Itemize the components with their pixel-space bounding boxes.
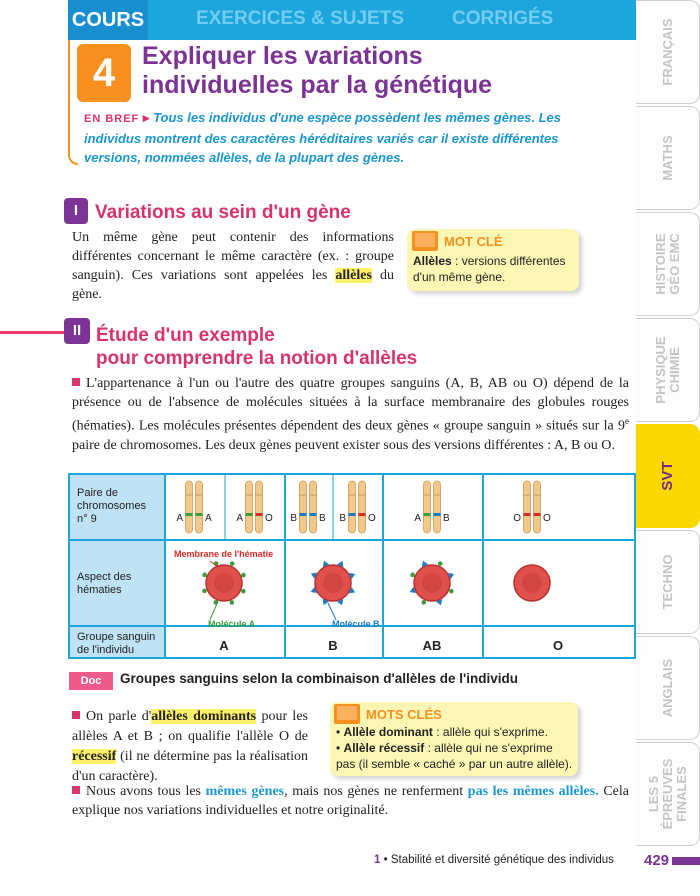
- tab-corriges[interactable]: CORRIGÉS: [452, 8, 554, 29]
- figure-drawing: [70, 475, 634, 657]
- chromosome: [434, 481, 441, 533]
- blood-group-b: B: [328, 638, 338, 653]
- allele-band: [196, 513, 203, 516]
- molecule-a: [202, 573, 207, 578]
- subject-sidebar: [636, 0, 700, 896]
- allele-band: [186, 513, 193, 516]
- chromosome: [256, 481, 263, 533]
- chromosome: [349, 481, 356, 533]
- blood-group-ab: AB: [422, 638, 442, 653]
- allele-band: [349, 513, 356, 516]
- conclusion-paragraph: Nous avons tous les mêmes gènes, mais nos gènes ne renferment pas les mêmes allèles. Cela explique nos variations individuelles et notre originalité.: [72, 784, 629, 818]
- allele-label: B: [443, 513, 450, 524]
- bullet: [72, 711, 80, 719]
- annotation-molecule-a: Molécule A: [208, 619, 256, 629]
- chromosome: [310, 481, 317, 533]
- leader-line: [328, 603, 336, 620]
- keyword-item: • Allèle dominant : allèle qui s'exprime.: [336, 725, 548, 739]
- keyword-definition: Allèles : versions différentes d'un même gène.: [413, 254, 566, 284]
- sidebar-tab-maths[interactable]: MATHS: [636, 106, 700, 210]
- molecule-a: [230, 600, 235, 605]
- emphasis-memes-alleles: pas les mêmes allèles.: [467, 784, 599, 799]
- dominant-recessive-paragraph: On parle d'allèles dominants pour les allèles A et B ; on qualifie l'allèle O de récessif (il ne détermine pas la réalisation d'un caractère).: [72, 709, 308, 784]
- allele-band: [256, 513, 263, 516]
- row-label-groupe: Groupe sanguin de l'individu: [77, 631, 156, 656]
- keyword-list: [336, 724, 574, 772]
- sidebar-tab-anglais[interactable]: ANGLAIS: [636, 636, 700, 740]
- molecule-a: [449, 589, 454, 594]
- molecule-a: [410, 573, 415, 578]
- allele-label: A: [236, 513, 243, 524]
- section-2-title: Étude d'un exemple pour comprendre la notion d'allèles: [96, 325, 418, 369]
- chapter-number: 4: [77, 44, 131, 102]
- allele-label: A: [176, 513, 183, 524]
- molecule-a: [241, 589, 246, 594]
- section-1-title: Variations au sein d'un gène: [95, 202, 351, 223]
- highlight-alleles: allèles: [335, 268, 372, 283]
- section-2-badge: II: [64, 318, 90, 344]
- bullet: [72, 786, 80, 794]
- allele-band: [524, 513, 531, 516]
- sidebar-tab-physique-chimie[interactable]: PHYSIQUE CHIMIE: [636, 318, 700, 422]
- chapter-title: Expliquer les variations individuelles par la génétique: [142, 42, 493, 99]
- sidebar-tab-epreuves-finales[interactable]: LES 5 ÉPREUVES FINALES: [636, 742, 700, 846]
- leader-line: [210, 601, 218, 620]
- allele-band: [534, 513, 541, 516]
- allele-label: O: [543, 513, 551, 524]
- section-2-paragraph: L'appartenance à l'un ou l'autre des quatre groupes sanguins (A, B, AB ou O) dépend de la présence ou de l'absence de molécules situées à la surface membranaire des globules rouges (hématies). Les molécules présentes dépendent des deux gènes « groupe sanguin » situés sur la 9e paire de chromosomes. Les deux gènes peuvent exister sous des versions différentes : A, B ou O.: [72, 376, 629, 453]
- row-label-chromosomes: Paire de chromosomes n° 9: [77, 487, 147, 525]
- allele-band: [359, 513, 366, 516]
- allele-label: O: [368, 513, 376, 524]
- cell-center: [323, 573, 343, 593]
- allele-label: B: [290, 513, 297, 524]
- chromosome: [534, 481, 541, 533]
- doc-caption: Groupes sanguins selon la combinaison d'allèles de l'individu: [120, 671, 519, 686]
- allele-band: [246, 513, 253, 516]
- allele-label: O: [513, 513, 521, 524]
- book-icon: [334, 704, 360, 724]
- tab-cours[interactable]: COURS: [68, 0, 148, 40]
- footer-chapter: 1 • Stabilité et diversité génétique des individus: [374, 854, 614, 866]
- section-1-badge: I: [64, 198, 88, 224]
- allele-band: [434, 513, 441, 516]
- row-label-hematies: Aspect des hématies: [77, 571, 132, 596]
- keyword-title: MOTS CLÉS: [366, 707, 442, 722]
- sidebar-tab-histoire-geo[interactable]: HISTOIRE GÉO EMC: [636, 212, 700, 316]
- book-icon: [412, 231, 438, 251]
- annotation-membrane: Membrane de l'hématie: [174, 549, 274, 559]
- tab-exercices-sujets[interactable]: EXERCICES & SUJETS: [196, 8, 404, 29]
- en-bref: [84, 108, 584, 167]
- blood-group-o: O: [552, 638, 564, 653]
- sidebar-tab-francais[interactable]: FRANÇAIS: [636, 0, 700, 104]
- cell-center: [522, 573, 542, 593]
- molecule-a: [422, 600, 427, 605]
- arrow-right-icon: ▸: [142, 110, 150, 125]
- blood-group-figure: [68, 473, 636, 659]
- page-bar: [672, 857, 700, 865]
- chromosome: [424, 481, 431, 533]
- en-bref-text: Tous les individus d'une espèce possèdent les mêmes gènes. Les individus montrent des caractères héréditaires variés car il existe différentes versions, nommées allèles, de la plupart des gènes.: [84, 110, 561, 165]
- allele-label: O: [265, 513, 273, 524]
- sidebar-tab-techno[interactable]: TECHNO: [636, 530, 700, 634]
- chromosome: [300, 481, 307, 533]
- chromosome: [524, 481, 531, 533]
- highlight-dominants: allèles dominants: [151, 709, 257, 724]
- blood-group-a: A: [219, 638, 229, 653]
- allele-band: [310, 513, 317, 516]
- molecule-a: [438, 561, 443, 566]
- bullet: [72, 378, 80, 386]
- keyword-item: • Allèle récessif : allèle qui ne s'exprime pas (il semble « caché » par un autre allèle).: [336, 741, 573, 771]
- doc-tag: Doc: [69, 672, 113, 690]
- molecule-a: [202, 589, 207, 594]
- page-number: 429: [644, 852, 670, 869]
- allele-label: B: [319, 513, 326, 524]
- sidebar-tab-svt[interactable]: SVT: [636, 424, 700, 528]
- allele-band: [300, 513, 307, 516]
- section-1-paragraph: Un même gène peut contenir des informations différentes concernant le même caractère (ex. : groupe sanguin). Ces variations sont appelées les allèles du gène.: [72, 230, 394, 302]
- emphasis-memes-genes: mêmes gènes: [205, 784, 285, 799]
- allele-label: A: [414, 513, 421, 524]
- chromosome: [196, 481, 203, 533]
- cell-center: [214, 573, 234, 593]
- en-bref-label: EN BREF: [84, 113, 140, 125]
- annotation-molecule-b: Molécule B: [332, 619, 380, 629]
- allele-band: [424, 513, 431, 516]
- allele-label: B: [339, 513, 346, 524]
- allele-label: A: [205, 513, 212, 524]
- chromosome: [246, 481, 253, 533]
- highlight-recessif: récessif: [72, 749, 117, 764]
- molecule-a: [230, 561, 235, 566]
- chromosome: [186, 481, 193, 533]
- keyword-title: MOT CLÉ: [444, 234, 503, 249]
- molecule-a: [241, 573, 246, 578]
- cell-center: [422, 573, 442, 593]
- chromosome: [359, 481, 366, 533]
